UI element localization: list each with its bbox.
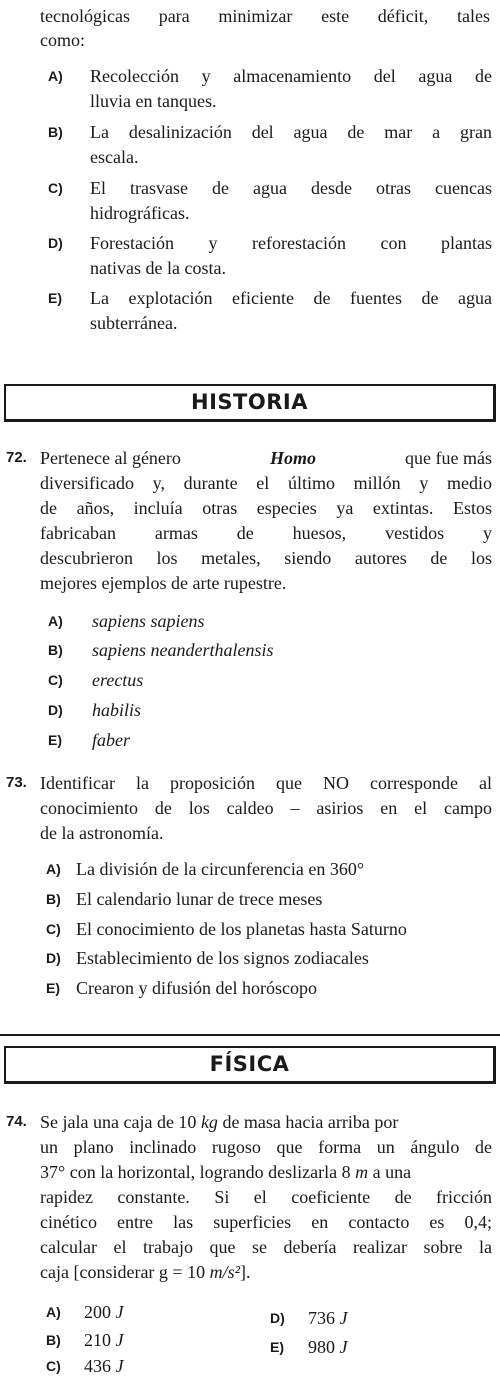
question-line-1: Pertenece al género Homo que fue más <box>40 448 492 468</box>
section-header-historia <box>4 384 496 422</box>
question-number: 73. <box>6 774 27 791</box>
question-line-1: Se jala una caja de 10 kg de masa hacia arriba por <box>40 1112 399 1132</box>
intro-line-1: tecnológicas para minimizar este déficit, tales <box>40 6 490 26</box>
question-line-7: caja [considerar g = 10 m/s²]. <box>40 1262 251 1282</box>
section-title: FÍSICA <box>209 1052 290 1076</box>
divider <box>0 1034 500 1036</box>
question-number: 74. <box>6 1113 27 1130</box>
intro-line-2: como: <box>40 30 85 50</box>
question-line-3: 37° con la horizontal, logrando deslizarla 8 m a una <box>40 1162 412 1182</box>
section-title: HISTORIA <box>191 390 308 414</box>
section-header-fisica <box>4 1046 496 1084</box>
question-number: 72. <box>6 449 27 466</box>
